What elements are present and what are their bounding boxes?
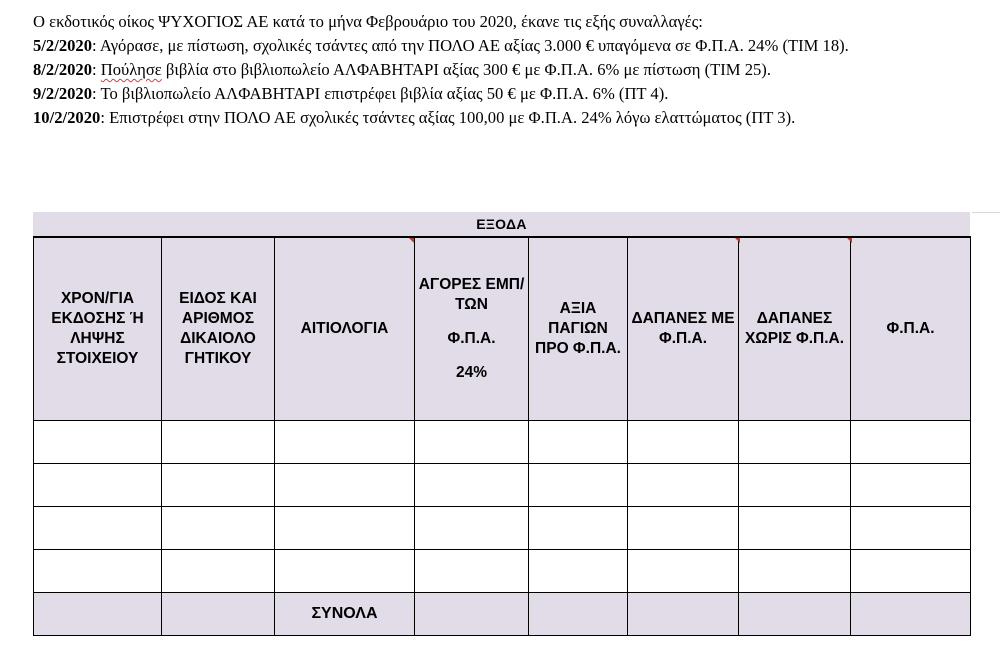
cell[interactable] [851,421,971,464]
cell[interactable] [529,464,628,507]
expenses-sheet [0,208,1000,646]
section-title: ΕΞΟΔΑ [33,212,970,236]
transaction-4-text: : Επιστρέφει στην ΠΟΛΟ ΑΕ σχολικές τσάντες αξίας 100,00 με Φ.Π.Α. 24% λόγω ελαττώματος (ΠΤ 3). [100,108,796,127]
purchases-vat-label: Φ.Π.Α. [447,330,496,347]
cell[interactable] [415,421,529,464]
cell[interactable] [739,464,851,507]
cell[interactable] [529,421,628,464]
cell[interactable] [739,550,851,593]
header-vat[interactable]: Φ.Π.Α. [851,237,971,421]
cell[interactable] [529,593,628,636]
cell[interactable] [415,464,529,507]
cell[interactable] [162,593,275,636]
header-fixed-assets[interactable]: ΑΞΙΑ ΠΑΓΙΩΝ ΠΡΟ Φ.Π.Α. [529,237,628,421]
purchases-label: ΑΓΟΡΕΣ ΕΜΠ/ΤΩΝ [418,276,525,313]
cell[interactable] [851,550,971,593]
spellcheck-word: Πούλησε [100,60,162,79]
cell[interactable] [529,507,628,550]
cell[interactable] [34,464,162,507]
transaction-2-text: βιβλία στο βιβλιοπωλείο ΑΛΦΑΒΗΤΑΡΙ αξίας 300 € με Φ.Π.Α. 6% με πίστωση (ΤΙΜ 25). [161,60,771,79]
cell[interactable] [628,464,739,507]
cell[interactable] [851,464,971,507]
comment-marker-icon[interactable] [735,238,740,243]
expenses-table [33,236,971,636]
cell[interactable] [739,593,851,636]
transaction-4-date: 10/2/2020 [33,108,101,127]
cell[interactable] [34,421,162,464]
cell[interactable] [628,507,739,550]
cell[interactable] [34,593,162,636]
cell[interactable] [415,593,529,636]
cell[interactable] [628,593,739,636]
cell[interactable] [275,464,415,507]
sheet-edge [972,212,1000,633]
table-row [34,550,971,593]
cell[interactable] [275,550,415,593]
transaction-3-text: : Το βιβλιοπωλείο ΑΛΦΑΒΗΤΑΡΙ επιστρέφει βιβλία αξίας 50 € με Φ.Π.Α. 6% (ΠΤ 4). [92,84,669,103]
transaction-1 [33,34,988,58]
transaction-2: 8/2/2020: Πούλησε βιβλία στο βιβλιοπωλείο ΑΛΦΑΒΗΤΑΡΙ αξίας 300 € με Φ.Π.Α. 6% με πίστωση (ΤΙΜ 25). [33,60,771,79]
table-row [34,421,971,464]
cell[interactable] [415,507,529,550]
cell[interactable] [162,507,275,550]
cell[interactable] [851,593,971,636]
cell[interactable] [628,421,739,464]
cell[interactable] [162,421,275,464]
comment-marker-icon[interactable] [409,238,414,243]
cell[interactable] [739,421,851,464]
header-document[interactable]: ΕΙΔΟΣ ΚΑΙ ΑΡΙΘΜΟΣ ΔΙΚΑΙΟΛΟ ΓΗΤΙΚΟΥ [162,237,275,421]
cell[interactable] [415,550,529,593]
cell[interactable] [529,550,628,593]
transaction-3 [33,82,988,106]
cell[interactable] [739,507,851,550]
cell[interactable] [162,464,275,507]
totals-row [34,593,971,636]
transaction-4 [33,106,988,130]
header-date[interactable]: ΧΡΟΝ/ΓΙΑ ΕΚΔΟΣΗΣ Ή ΛΗΨΗΣ ΣΤΟΙΧΕΙΟΥ [34,237,162,421]
cell[interactable] [628,550,739,593]
intro-text: Ο εκδοτικός οίκος ΨΥΧΟΓΙΟΣ ΑΕ κατά το μήνα Φεβρουάριο του 2020, έκανε τις εξής συναλλαγές: [33,12,703,31]
header-reason[interactable]: ΑΙΤΙΟΛΟΓΙΑ [275,237,415,421]
transaction-2-date: 8/2/2020 [33,60,93,79]
cell[interactable] [275,507,415,550]
table-row [34,464,971,507]
intro-paragraph [33,10,988,34]
cell[interactable] [34,507,162,550]
transaction-3-date: 9/2/2020 [33,84,93,103]
cell[interactable] [34,550,162,593]
cell[interactable] [275,421,415,464]
purchases-vat-rate: 24% [455,364,488,381]
table-row [34,507,971,550]
comment-marker-icon[interactable] [847,238,852,243]
transaction-1-text: : Αγόρασε, με πίστωση, σχολικές τσάντες από την ΠΟΛΟ ΑΕ αξίας 3.000 € υπαγόμενα σε Φ.Π.Α. 24% (ΤΙΜ 18). [92,36,849,55]
header-purchases[interactable] [415,237,529,421]
header-expenses-no-vat[interactable]: ΔΑΠΑΝΕΣ ΧΩΡΙΣ Φ.Π.Α. [739,237,851,421]
header-row [34,237,971,421]
exercise-text [33,10,988,130]
cell[interactable] [851,507,971,550]
cell[interactable] [162,550,275,593]
header-expenses-vat[interactable]: ΔΑΠΑΝΕΣ ΜΕ Φ.Π.Α. [628,237,739,421]
totals-label[interactable]: ΣΥΝΟΛΑ [275,593,415,636]
transaction-1-date: 5/2/2020 [33,36,93,55]
